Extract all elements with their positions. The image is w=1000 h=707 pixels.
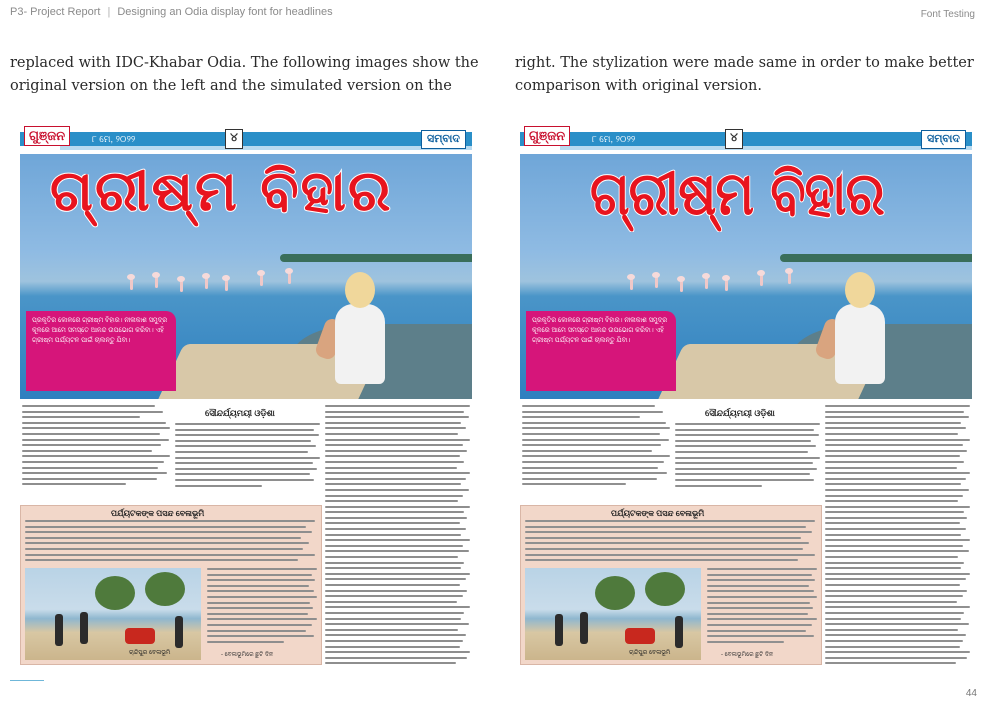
page-number-box: ୪ — [725, 129, 743, 149]
person — [555, 614, 563, 646]
box-caption: - ବେଳାଭୂମିରେ ଛୁଟି ଦିନ — [221, 652, 274, 658]
box-caption: - ବେଳାଭୂମିରେ ଛୁଟି ଦିନ — [721, 652, 774, 658]
column-title: ସୌନ୍ଦର୍ଯ୍ୟମୟୀ ଓଡ଼ିଶା — [205, 408, 275, 418]
pink-blurb: ପ୍ରକୃତିର କୋଳରେ ଗ୍ରୀଷ୍ମ ବିହାର। ନୀଳାକାଶ ସମୁଦ୍ର କୂଳରେ ଆମେ ସମସ୍ତେ ଆନନ୍ଦ ଉପଭୋଗ କରିବା। ଏହି ଗ୍ରୀଷ୍ମ ପର୍ଯ୍ୟଟନ ପାଇଁ ଚାଲନ୍ତୁ ଯିବା। — [526, 311, 676, 391]
report-name: P3- Project Report — [10, 6, 101, 18]
feature-box — [20, 505, 322, 665]
tree — [145, 572, 185, 606]
person-body — [835, 304, 885, 384]
beach-buggy — [625, 628, 655, 644]
headline-original: ଗ୍ରୀଷ୍ମ ବିହାର — [50, 159, 393, 224]
person-head — [345, 272, 375, 308]
column-title: ସୌନ୍ଦର୍ଯ୍ୟମୟୀ ଓଡ଼ିଶା — [705, 408, 775, 418]
shoreline — [780, 254, 972, 262]
report-title: Designing an Odia display font for headlines — [117, 6, 333, 18]
pink-blurb: ପ୍ରକୃତିର କୋଳରେ ଗ୍ରୀଷ୍ମ ବିହାର। ନୀଳାକାଶ ସମୁଦ୍ର କୂଳରେ ଆମେ ସମସ୍ତେ ଆନନ୍ଦ ଉପଭୋଗ କରିବା। ଏହି ଗ୍ରୀଷ୍ମ ପର୍ଯ୍ୟଟନ ପାଇଁ ଚାଲନ୍ତୁ ଯିବା। — [26, 311, 176, 391]
beach-photo — [525, 568, 701, 660]
feature-box-title: ପର୍ଯ୍ୟଟକଙ୍କ ପସନ୍ଦ ବେଳାଭୂମି — [611, 509, 705, 518]
lead-photo — [520, 154, 972, 399]
beach-buggy — [125, 628, 155, 644]
flamingo — [260, 270, 263, 286]
photo-caption: ଚାନ୍ଦିପୁର ବେଳାଭୂମି — [129, 650, 171, 656]
feature-box-side-text — [707, 568, 817, 646]
flamingo — [705, 273, 708, 289]
article-columns — [20, 405, 472, 667]
article-columns — [520, 405, 972, 667]
column-1 — [22, 405, 170, 501]
newspaper-simulated — [520, 118, 972, 668]
flamingo — [788, 268, 791, 284]
flamingo — [205, 273, 208, 289]
header-breadcrumb — [10, 6, 333, 18]
issue-date: ୮ ମେ, ୨୦୨୨ — [92, 134, 136, 144]
person — [55, 614, 63, 646]
newspaper-original — [20, 118, 472, 668]
separator: | — [107, 6, 111, 18]
flamingo — [655, 272, 658, 288]
flamingo — [680, 276, 683, 292]
flamingo — [155, 272, 158, 288]
person — [80, 612, 88, 644]
person — [580, 612, 588, 644]
tree — [645, 572, 685, 606]
person-body — [335, 304, 385, 384]
masthead-strip-light — [560, 146, 972, 150]
intro-text-right: right. The stylization were made same in order to make better comparison with original version. — [515, 55, 974, 94]
newspaper-logo: ସମ୍ବାଦ — [921, 130, 966, 149]
feature-box-title: ପର୍ଯ୍ୟଟକଙ୍କ ପସନ୍ଦ ବେଳାଭୂମି — [111, 509, 205, 518]
column-3 — [825, 405, 970, 667]
section-label: Font Testing — [920, 9, 975, 20]
page-number-box: ୪ — [225, 129, 243, 149]
flamingo — [725, 275, 728, 291]
masthead-strip — [520, 132, 972, 146]
feature-box-side-text — [207, 568, 317, 646]
beach-photo — [25, 568, 201, 660]
tree — [95, 576, 135, 610]
newspaper-logo: ସମ୍ବାଦ — [421, 130, 466, 149]
flamingo — [225, 275, 228, 291]
photo-caption: ଚାନ୍ଦିପୁର ବେଳାଭୂମି — [629, 650, 671, 656]
shoreline — [280, 254, 472, 262]
masthead-strip-light — [60, 146, 472, 150]
lead-photo — [20, 154, 472, 399]
feature-box-text — [525, 520, 815, 565]
person — [675, 616, 683, 648]
masthead — [520, 126, 972, 154]
column-3 — [325, 405, 470, 667]
footer-accent-line — [10, 680, 44, 681]
tree — [595, 576, 635, 610]
person-head — [845, 272, 875, 308]
flamingo — [288, 268, 291, 284]
flamingo — [130, 274, 133, 290]
flamingo — [760, 270, 763, 286]
supplement-brand: ଗୁଞ୍ଜନ — [524, 126, 570, 146]
column-2 — [175, 423, 320, 501]
issue-date: ୮ ମେ, ୨୦୨୨ — [592, 134, 636, 144]
column-1 — [522, 405, 670, 501]
masthead — [20, 126, 472, 154]
supplement-brand: ଗୁଞ୍ଜନ — [24, 126, 70, 146]
page-number: 44 — [965, 688, 977, 699]
feature-box-text — [25, 520, 315, 565]
flamingo — [180, 276, 183, 292]
page-header — [0, 0, 1000, 30]
person — [175, 616, 183, 648]
headline-simulated: ଗ୍ରୀଷ୍ମ ବିହାର — [590, 159, 884, 229]
feature-box — [520, 505, 822, 665]
intro-text-left: replaced with IDC-Khabar Odia. The following images show the original version on the left and the simulated version on the — [10, 55, 479, 94]
masthead-strip — [20, 132, 472, 146]
column-2 — [675, 423, 820, 501]
flamingo — [630, 274, 633, 290]
